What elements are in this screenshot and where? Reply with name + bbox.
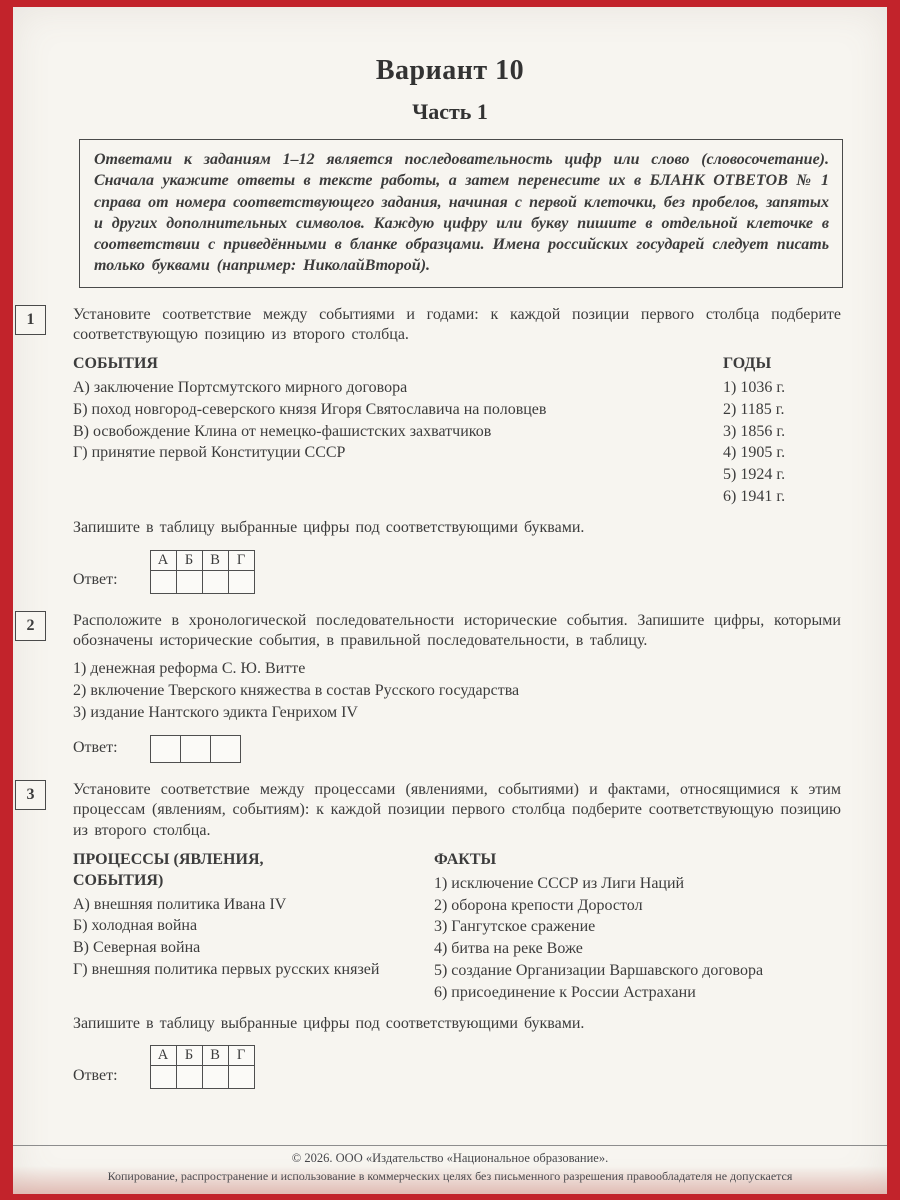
answer-header-cell: А: [150, 1046, 176, 1066]
task-3-answer-table: [150, 1045, 255, 1089]
answer-cell-empty: [150, 735, 180, 762]
event-item: Б) поход новгород-северского князя Игоря Святославича на половцев: [73, 400, 547, 418]
process-item: В) Северная война: [73, 939, 201, 957]
year-item: 3) 1856 г.: [723, 422, 786, 440]
page-footer: [13, 1145, 887, 1194]
task-2-answer-table: [150, 735, 241, 763]
answer-header-cell: А: [150, 550, 176, 570]
processes-column: [73, 850, 434, 1005]
task-1-body: [73, 305, 841, 594]
fact-item: 5) создание Организации Варшавского договора: [433, 961, 764, 979]
task-3-columns: [73, 850, 841, 1005]
event-item: В) освобождение Клина от немецко-фашистских захватчиков: [73, 422, 492, 440]
task-1-number-badge: 1: [15, 305, 46, 335]
years-column: [723, 354, 841, 509]
task-3-number-badge: 3: [15, 780, 46, 810]
answer-header-cell: В: [202, 1046, 228, 1066]
fact-item: 1) исключение СССР из Лиги Наций: [433, 874, 685, 892]
exam-page: [13, 7, 887, 1194]
fact-item: 3) Гангутское сражение: [433, 918, 596, 936]
chronology-item: 1) денежная реформа С. Ю. Витте: [73, 660, 306, 678]
event-item: А) заключение Портсмутского мирного договора: [73, 378, 408, 396]
task-1-answer-table: [150, 550, 255, 594]
task-3-prompt: Установите соответствие между процессами (явлениями, событиями) и фактами, относящимися к этим процессам (явлениям, событиям): к каждой позиции первого столбца подберите соответствующую позицию из второго столбца.: [73, 780, 841, 840]
answer-header-cell: В: [202, 550, 228, 570]
answer-cell-empty: [228, 570, 254, 593]
answer-header-cell: Г: [228, 1046, 254, 1066]
answer-label: Ответ:: [73, 739, 118, 757]
task-1-write-instruction: Запишите в таблицу выбранные цифры под соответствующими буквами.: [73, 518, 585, 536]
process-item: Б) холодная война: [73, 917, 198, 935]
task-1-prompt: Установите соответствие между событиями и годами: к каждой позиции первого столбца подберите соответствующую позицию из второго столбца.: [73, 305, 841, 344]
answer-cell-empty: [180, 735, 210, 762]
footer-notice: Копирование, распространение и использование в коммерческих целях без письменного разрешения правообладателя не допускается: [13, 1166, 887, 1194]
fact-item: 2) оборона крепости Доростол: [433, 896, 643, 914]
footer-copyright: © 2026. ООО «Издательство «Национальное образование».: [291, 1151, 609, 1165]
page-header: [13, 55, 887, 125]
year-item: 5) 1924 г.: [723, 466, 786, 484]
year-item: 6) 1941 г.: [723, 487, 786, 505]
answer-cell-empty: [150, 1066, 176, 1089]
chronology-item: 2) включение Тверского княжества в состав Русского государства: [73, 681, 520, 699]
events-header: СОБЫТИЯ: [73, 355, 158, 373]
answer-label: Ответ:: [73, 570, 118, 588]
events-column: [73, 354, 723, 509]
event-item: Г) принятие первой Конституции СССР: [73, 444, 346, 462]
task-2: [13, 611, 887, 763]
task-1: [13, 305, 887, 594]
task-2-answer-row: [73, 735, 841, 763]
fact-item: 6) присоединение к России Астрахани: [433, 983, 696, 1001]
answer-header-cell: Б: [176, 1046, 202, 1066]
fact-item: 4) битва на реке Воже: [433, 940, 583, 958]
answer-cell-empty: [150, 570, 176, 593]
process-item: А) внешняя политика Ивана IV: [73, 895, 287, 913]
answer-header-cell: Г: [228, 550, 254, 570]
answer-cell-empty: [202, 1066, 228, 1089]
task-3-write-instruction: Запишите в таблицу выбранные цифры под соответствующими буквами.: [73, 1014, 585, 1032]
variant-title: Вариант 10: [375, 55, 525, 86]
year-item: 1) 1036 г.: [723, 378, 786, 396]
answer-cell-empty: [176, 1066, 202, 1089]
process-item: Г) внешняя политика первых русских князей: [73, 960, 380, 978]
years-header: ГОДЫ: [723, 355, 772, 373]
year-item: 4) 1905 г.: [723, 444, 786, 462]
answer-cell-empty: [228, 1066, 254, 1089]
year-item: 2) 1185 г.: [723, 400, 785, 418]
task-2-items: [73, 659, 841, 723]
chronology-item: 3) издание Нантского эдикта Генрихом IV: [73, 703, 358, 721]
facts-column: [434, 850, 841, 1005]
answer-label: Ответ:: [73, 1066, 118, 1084]
task-3: [13, 780, 887, 1090]
processes-header: ПРОЦЕССЫ (ЯВЛЕНИЯ, СОБЫТИЯ): [73, 850, 264, 889]
task-3-body: [73, 780, 841, 1090]
task-1-columns: [73, 354, 841, 509]
task-2-body: [73, 611, 841, 763]
task-2-prompt: Расположите в хронологической последовательности исторические события. Запишите цифры, которыми обозначены исторические события, в правильной последовательности, в таблицу.: [73, 611, 841, 650]
answer-cell-empty: [176, 570, 202, 593]
part-title: Часть 1: [412, 99, 488, 124]
answer-header-cell: Б: [176, 550, 202, 570]
task-1-answer-row: [73, 550, 841, 594]
facts-header: ФАКТЫ: [433, 850, 497, 868]
answer-cell-empty: [210, 735, 240, 762]
task-3-answer-row: [73, 1045, 841, 1089]
footer-divider: [13, 1145, 887, 1146]
answer-cell-empty: [202, 570, 228, 593]
task-2-number-badge: 2: [15, 611, 46, 641]
instructions-box: Ответами к заданиям 1–12 является последовательность цифр или слово (словосочетание). Сначала укажите ответы в тексте работы, а затем перенесите их в БЛАНК ОТВЕТОВ № 1 справа от номера соответствующего задания, начиная с первой клеточки, без пробелов, запятых и других дополнительных символов. Каждую цифру или букву пишите в отдельной клеточке в соответствии с приведёнными в бланке образцами. Имена российских государей следует писать только буквами (например: НиколайВторой).: [79, 139, 843, 288]
